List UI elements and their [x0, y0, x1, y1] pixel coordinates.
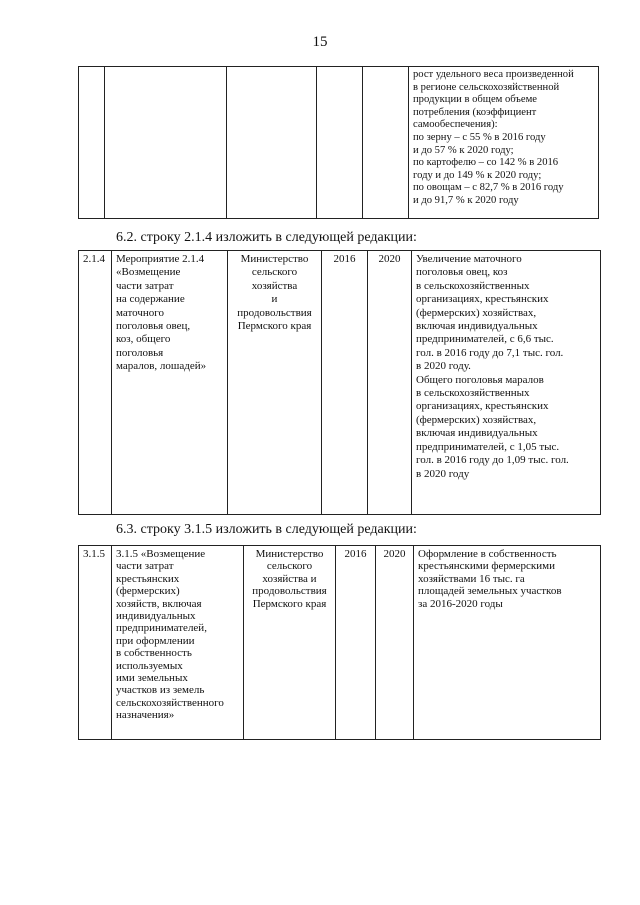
text-line: на содержание: [116, 293, 185, 306]
number-cell: [79, 67, 105, 219]
year-end: 2020: [368, 251, 412, 515]
text-line: рост удельного веса произведенной: [413, 69, 574, 80]
expected-result: [414, 546, 601, 740]
year-start: 2016: [336, 546, 376, 740]
text-line: гол. в 2016 году до 7,1 тыс. гол.: [416, 346, 564, 359]
text-line: площадей земельных участков: [418, 585, 562, 598]
text-line: по зерну – с 55 % в 2016 году: [413, 131, 546, 143]
top-table: [78, 66, 599, 219]
text-line: сельского: [266, 560, 313, 573]
text-line: Мероприятие 2.1.4: [116, 253, 205, 265]
text-line: предпринимателей, с 1,05 тыс.: [416, 440, 560, 453]
text-line: коз, общего: [116, 333, 171, 346]
text-line: Министерство: [240, 253, 309, 265]
table-row: [79, 546, 601, 740]
text-line: крестьянскими фермерскими: [418, 560, 556, 573]
text-line: поголовья: [116, 346, 164, 359]
year-end: 2020: [376, 546, 414, 740]
text-line: части затрат: [116, 560, 174, 573]
text-line: сельского: [251, 266, 298, 279]
text-line: организациях, крестьянских: [416, 400, 549, 413]
text-line: продовольствия: [237, 306, 312, 319]
text-line: хозяйства и: [262, 572, 317, 585]
text-line: (фермерских) хозяйствах,: [416, 306, 537, 319]
row-number: 2.1.4: [79, 251, 112, 515]
text-line: и до 57 % к 2020 году;: [413, 144, 514, 156]
text-line: включая индивидуальных: [416, 320, 538, 333]
executor-cell: [227, 67, 317, 219]
text-line: (фермерских) хозяйствах,: [416, 413, 537, 426]
text-line: поголовья овец,: [116, 320, 191, 333]
executor: [228, 251, 322, 515]
text-line: части затрат: [116, 279, 174, 292]
expected-result: [412, 251, 601, 515]
text-line: году и до 149 % к 2020 году;: [413, 169, 542, 181]
result-cell: [409, 67, 599, 219]
text-line: в 2020 году.: [416, 360, 471, 373]
table-row: [79, 67, 599, 219]
text-line: хозяйств, включая: [116, 597, 202, 610]
text-line: хозяйствами 16 тыс. га: [418, 572, 525, 585]
text-line: в собственность: [116, 647, 192, 660]
section-heading-6-3: 6.3. строку 3.1.5 изложить в следующей редакции:: [116, 522, 417, 537]
text-line: «Возмещение: [116, 266, 181, 279]
event-name: [112, 546, 244, 740]
text-line: Пермского края: [252, 597, 327, 610]
text-line: 3.1.5 «Возмещение: [116, 548, 206, 560]
text-line: в сельскохозяйственных: [416, 279, 530, 292]
text-line: по овощам – с 82,7 % в 2016 году: [413, 182, 564, 194]
text-line: индивидуальных: [116, 610, 196, 623]
text-line: организациях, крестьянских: [416, 293, 549, 306]
text-line: маралов, лошадей»: [116, 360, 207, 373]
text-line: назначения»: [116, 709, 175, 722]
row-3-1-5-table: [78, 545, 601, 740]
text-line: хозяйства: [251, 279, 298, 292]
page-number: 15: [312, 34, 328, 50]
executor: [244, 546, 336, 740]
table-row: [79, 251, 601, 515]
text-line: предпринимателей, с 6,6 тыс.: [416, 333, 554, 346]
text-line: включая индивидуальных: [416, 427, 538, 440]
text-line: в сельскохозяйственных: [416, 387, 530, 400]
year-start-cell: [317, 67, 363, 219]
text-line: поголовья овец, коз: [416, 266, 508, 279]
row-2-1-4-table: [78, 250, 601, 515]
text-line: продукции в общем объеме: [413, 94, 538, 106]
event-name: [112, 251, 228, 515]
text-line: Министерство: [255, 548, 324, 560]
text-line: Общего поголовья маралов: [416, 373, 544, 386]
text-line: (фермерских): [116, 585, 180, 598]
text-line: потребления (коэффициент: [413, 106, 537, 118]
year-end-cell: [363, 67, 409, 219]
text-line: в регионе сельскохозяйственной: [413, 81, 560, 93]
text-line: при оформлении: [116, 634, 195, 647]
text-line: маточного: [116, 306, 165, 319]
text-line: используемых: [116, 659, 183, 672]
text-line: Оформление в собственность: [418, 548, 557, 560]
text-line: сельскохозяйственного: [116, 696, 224, 709]
text-line: предпринимателей,: [116, 622, 207, 635]
section-heading-6-2: 6.2. строку 2.1.4 изложить в следующей редакции:: [116, 230, 417, 245]
text-line: в 2020 году: [416, 467, 470, 480]
text-line: ими земельных: [116, 672, 188, 685]
text-line: за 2016-2020 годы: [418, 597, 503, 610]
text-line: Увеличение маточного: [416, 253, 522, 265]
text-line: по картофелю – со 142 % в 2016: [413, 157, 559, 169]
text-line: участков из земель: [116, 684, 205, 697]
year-start: 2016: [322, 251, 368, 515]
text-line: Пермского края: [237, 320, 312, 333]
event-cell: [105, 67, 227, 219]
text-line: продовольствия: [252, 585, 327, 598]
text-line: и до 91,7 % к 2020 году: [413, 194, 519, 206]
text-line: и: [271, 293, 278, 306]
text-line: самообеспечения):: [413, 119, 498, 131]
text-line: гол. в 2016 году до 1,09 тыс. гол.: [416, 454, 569, 467]
text-line: крестьянских: [116, 572, 180, 585]
row-number: 3.1.5: [79, 546, 112, 740]
